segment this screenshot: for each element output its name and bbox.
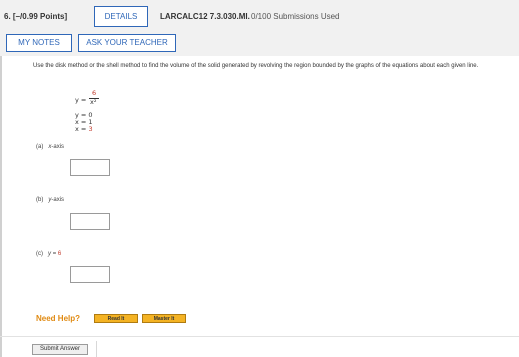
footer-divider-line [0, 336, 519, 337]
eq4-value: 3 [88, 125, 93, 133]
eq1-numerator: 6 [92, 89, 97, 97]
footer-vertical-divider [96, 341, 97, 357]
eq1-lhs: y = [75, 96, 87, 104]
master-it-button[interactable]: Master It [142, 314, 186, 323]
question-number: 6. [–/0.99 Points] [4, 12, 68, 21]
answer-input-a[interactable] [70, 159, 110, 176]
answer-input-b[interactable] [70, 213, 110, 230]
part-a-label: (a) x-axis [36, 144, 65, 150]
part-b-label: (b) y-axis [36, 197, 65, 203]
instructions-text: Use the disk method or the shell method to find the volume of the solid generated by revolving the region bounded by the graphs of the equations about each given line. [33, 63, 479, 69]
notes-toolbar [0, 34, 519, 56]
submit-answer-button[interactable]: Submit Answer [32, 344, 88, 355]
question-header [0, 0, 519, 35]
eq3: x = 1 [75, 118, 93, 126]
eq2: y = 0 [75, 111, 93, 119]
eq1-denominator: x² [90, 98, 97, 106]
eq4: x = 3 [75, 125, 93, 133]
my-notes-button[interactable]: MY NOTES [6, 34, 72, 52]
details-button[interactable]: DETAILS [94, 6, 148, 27]
points-label: [–/0.99 Points] [12, 12, 68, 21]
submissions-used: 0/100 Submissions Used [251, 12, 340, 21]
question-content [0, 56, 519, 357]
part-c-label: (c) y = 6 [36, 251, 62, 257]
answer-input-c[interactable] [70, 266, 110, 283]
question-code: LARCALC12 7.3.030.MI. [160, 12, 250, 21]
need-help-label: Need Help? [36, 314, 81, 323]
ask-teacher-button[interactable]: ASK YOUR TEACHER [78, 34, 176, 52]
read-it-button[interactable]: Read It [94, 314, 138, 323]
